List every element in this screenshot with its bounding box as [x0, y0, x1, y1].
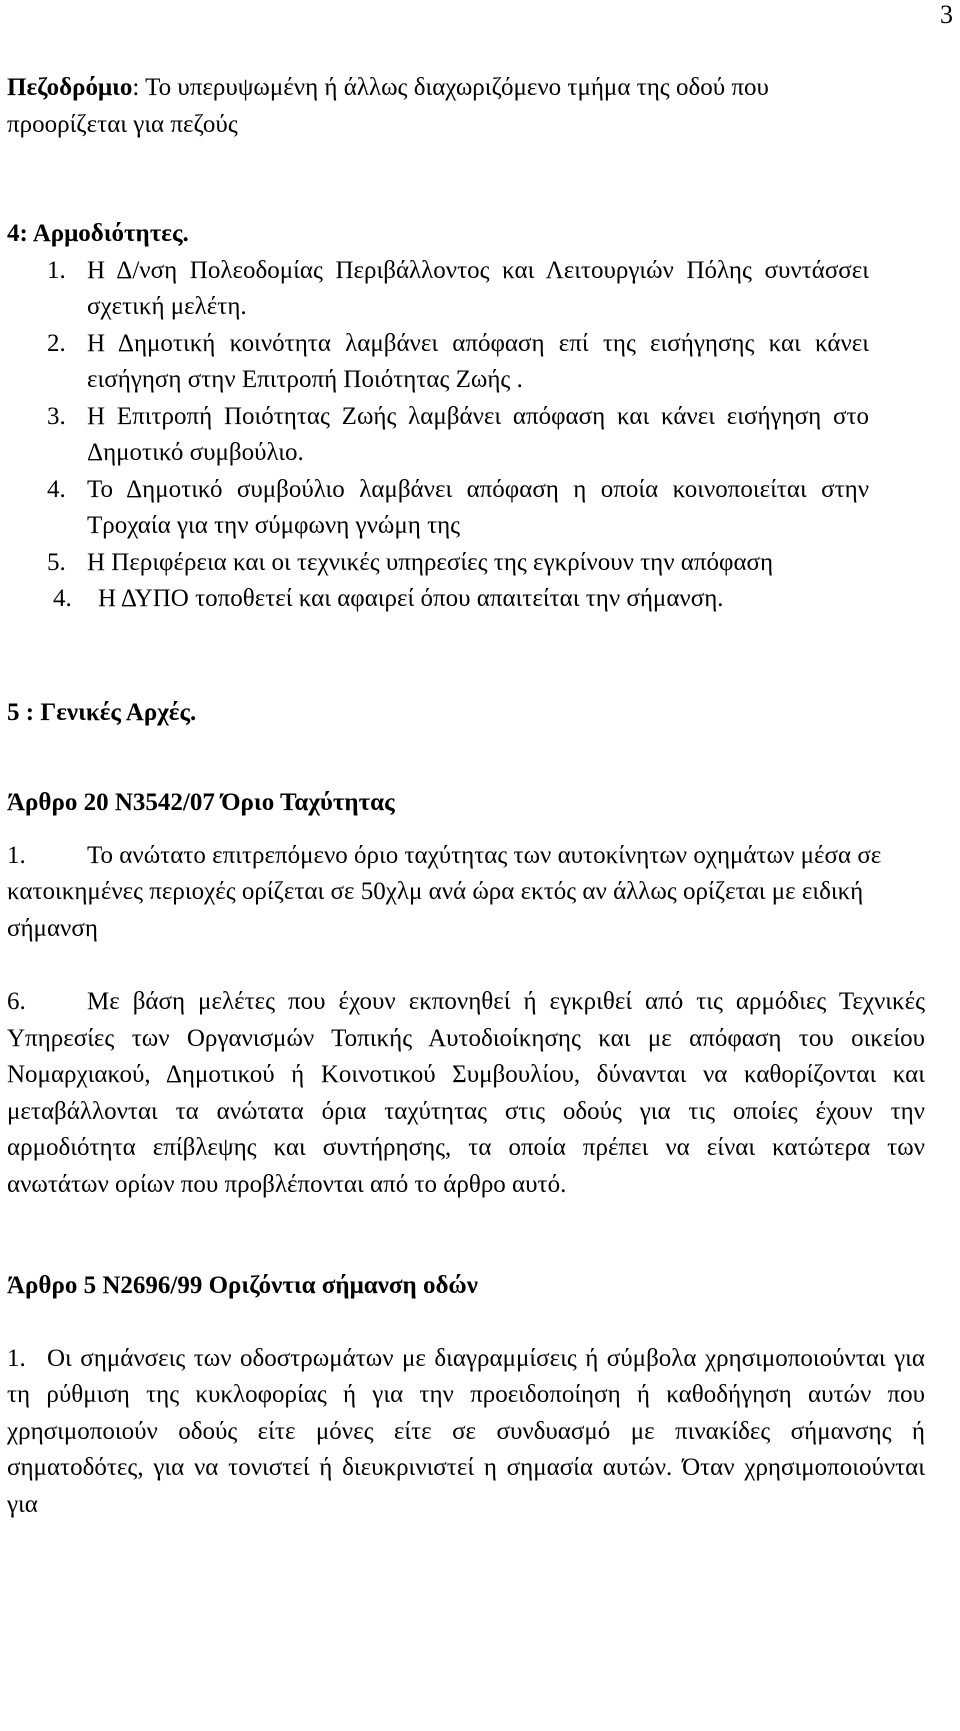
- definition-paragraph: [7, 70, 857, 143]
- list-item-number: 5.: [47, 548, 66, 576]
- list-item-number: 2.: [47, 329, 66, 357]
- list-item: [7, 545, 869, 582]
- list-item-text: Η Επιτροπή Ποιότητας Ζωής λαμβάνει απόφαση και κάνει εισήγηση στο Δημοτικό συμβούλιο.: [87, 402, 869, 466]
- definition-text: : Το υπερυψωμένη ή άλλως διαχωριζόμενο τμήμα της οδού που προορίζεται για πεζούς: [7, 74, 769, 138]
- section-4-heading: 4: Αρμοδιότητες.: [7, 220, 189, 247]
- list-item-text: Η ΔΥΠΟ τοποθετεί και αφαιρεί όπου απαιτείται την σήμανση.: [98, 585, 724, 612]
- paragraph-number: 1.: [7, 841, 26, 869]
- paragraph-number: 6.: [7, 988, 26, 1015]
- article-20-paragraph-6: [7, 984, 925, 1203]
- competencies-list: [7, 253, 869, 618]
- document-body: [7, 70, 925, 1523]
- list-item-number: 1.: [47, 256, 66, 284]
- list-item-text: Το Δημοτικό συμβούλιο λαμβάνει απόφαση η οποία κοινοποιείται στην Τροχαία για την σύμφωνη γνώμη της: [87, 475, 869, 539]
- list-item: [7, 581, 869, 618]
- paragraph-text: Το ανώτατο επιτρεπόμενο όριο ταχύτητας των αυτοκίνητων οχημάτων μέσα σε κατοικημένες περιοχές ορίζεται σε 50χλμ ανά ώρα εκτός αν άλλως ορίζεται με ειδική σήμανση: [7, 841, 882, 942]
- article-5-heading: Άρθρο 5 Ν2696/99 Οριζόντια σήμανση οδών: [7, 1272, 478, 1299]
- list-item-number: 3.: [47, 402, 66, 430]
- list-item-number: 4.: [47, 475, 66, 503]
- list-item: [7, 253, 869, 326]
- page-number: 3: [940, 0, 953, 29]
- definition-term: Πεζοδρόμιο: [7, 74, 133, 101]
- list-item-text: Η Περιφέρεια και οι τεχνικές υπηρεσίες της εγκρίνουν την απόφαση: [87, 548, 774, 576]
- list-item: [7, 472, 869, 545]
- list-item-text: Η Δ/νση Πολεοδομίας Περιβάλλοντος και Λειτουργιών Πόλης συντάσσει σχετική μελέτη.: [87, 256, 869, 320]
- list-item: [7, 326, 869, 399]
- paragraph-number: 1.: [7, 1344, 26, 1372]
- paragraph-text: Οι σημάνσεις των οδοστρωμάτων με διαγραμμίσεις ή σύμβολα χρησιμοποιούνται για τη ρύθμιση της κυκλοφορίας ή για την προειδοποίηση ή καθοδήγηση αυτών που χρησιμοποιούν οδούς είτε μόνες είτε σε συνδυασμό με πινακίδες σήμανσης ή σηματοδότες, για να τονιστεί ή διευκρινιστεί η σημασία αυτών. Όταν χρησιμοποιούνται για: [7, 1344, 925, 1518]
- list-item-number: 4.: [53, 585, 72, 612]
- list-item-text: Η Δημοτική κοινότητα λαμβάνει απόφαση επί της εισήγησης και κάνει εισήγηση στην Επιτροπή Ποιότητας Ζωής .: [87, 329, 869, 393]
- section-5-heading: 5 : Γενικές Αρχές.: [7, 698, 197, 726]
- article-20-paragraph-1: [7, 838, 925, 948]
- article-20-heading: Άρθρο 20 Ν3542/07 Όριο Ταχύτητας: [7, 789, 395, 816]
- paragraph-text: Με βάση μελέτες που έχουν εκπονηθεί ή εγκριθεί από τις αρμόδιες Τεχνικές Υπηρεσίες των Οργανισμών Τοπικής Αυτοδιοίκησης και με απόφαση του οικείου Νομαρχιακού, Δημοτικού ή Κοινοτικού Συμβουλίου, δύνανται να καθορίζονται και μεταβάλλονται τα ανώτατα όρια ταχύτητας στις οδούς για τις οποίες έχουν την αρμοδιότητα επίβλεψης και συντήρησης, τα οποία πρέπει να είναι κατώτερα των ανωτάτων ορίων που προβλέπονται από το άρθρο αυτό.: [7, 988, 925, 1198]
- list-item: [7, 399, 869, 472]
- article-5-paragraph-1: [7, 1341, 925, 1524]
